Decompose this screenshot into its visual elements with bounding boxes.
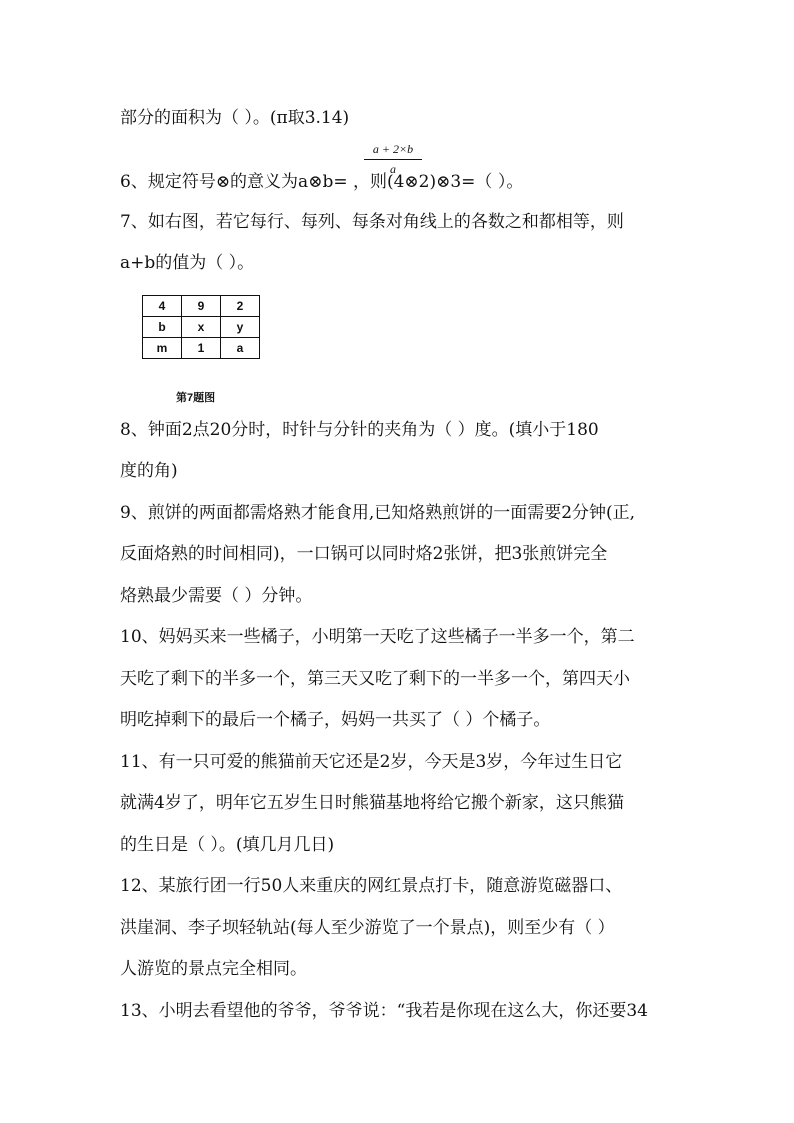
fraction-denominator: a — [390, 162, 396, 176]
fraction-numerator: a + 2×b — [372, 142, 414, 156]
question-11-line-2: 就满4岁了，明年它五岁生日时熊猫基地将给它搬个新家，这只熊猫 — [120, 793, 624, 813]
question-10-line-1: 10、妈妈买来一些橘子，小明第一天吃了这些橘子一半多一个，第二 — [120, 627, 635, 647]
grid-cell: a — [221, 338, 260, 359]
question-7-line-1: 7、如右图，若它每行、每列、每条对角线上的各数之和都相等，则 — [120, 212, 624, 232]
fraction-bar — [364, 159, 422, 160]
grid-cell: m — [143, 338, 182, 359]
grid-cell: x — [182, 317, 221, 338]
question-11-line-1: 11、有一只可爱的熊猫前天它还是2岁，今天是3岁，今年过生日它 — [120, 752, 623, 772]
grid-cell: b — [143, 317, 182, 338]
question-6: 6、规定符号⊗的意义为a⊗b= ，则(4⊗2)⊗3=（ ）。 — [120, 172, 524, 192]
grid-cell: y — [221, 317, 260, 338]
question-9-line-3: 烙熟最少需要（ ）分钟。 — [120, 586, 313, 606]
question-12-line-1: 12、某旅行团一行50人来重庆的网红景点打卡，随意游览磁器口、 — [120, 876, 623, 896]
question-9-line-1: 9、煎饼的两面都需烙熟才能食用,已知烙熟煎饼的一面需要2分钟(正, — [120, 503, 636, 523]
question-8-line-1: 8、钟面2点20分时，时针与分针的夹角为（ ）度。(填小于180 — [120, 420, 599, 440]
question-10-line-3: 明吃掉剩下的最后一个橘子，妈妈一共买了（ ）个橘子。 — [120, 710, 551, 730]
question-5-tail: 部分的面积为（ ）。(π取3.14) — [120, 108, 350, 128]
question-11-line-3: 的生日是（ ）。(填几月几日) — [120, 835, 335, 855]
grid-cell: 2 — [221, 296, 260, 317]
question-12-line-3: 人游览的景点完全相同。 — [120, 959, 307, 979]
question-10-line-2: 天吃了剩下的半多一个，第三天又吃了剩下的一半多一个，第四天小 — [120, 669, 630, 689]
magic-square — [142, 295, 260, 359]
question-7-line-2: a+b的值为（ ）。 — [120, 253, 255, 273]
question-13-line-1: 13、小明去看望他的爷爷，爷爷说：“我若是你现在这么大，你还要34 — [120, 1001, 648, 1021]
grid-cell: 1 — [182, 338, 221, 359]
grid-cell: 9 — [182, 296, 221, 317]
fraction — [364, 142, 422, 177]
grid-cell: 4 — [143, 296, 182, 317]
question-12-line-2: 洪崖洞、李子坝轻轨站(每人至少游览了一个景点)，则至少有（ ） — [120, 918, 615, 938]
grid-caption: 第7题图 — [176, 392, 216, 404]
question-9-line-2: 反面烙熟的时间相同)，一口锅可以同时烙2张饼，把3张煎饼完全 — [120, 544, 608, 564]
question-8-line-2: 度的角) — [120, 461, 178, 481]
